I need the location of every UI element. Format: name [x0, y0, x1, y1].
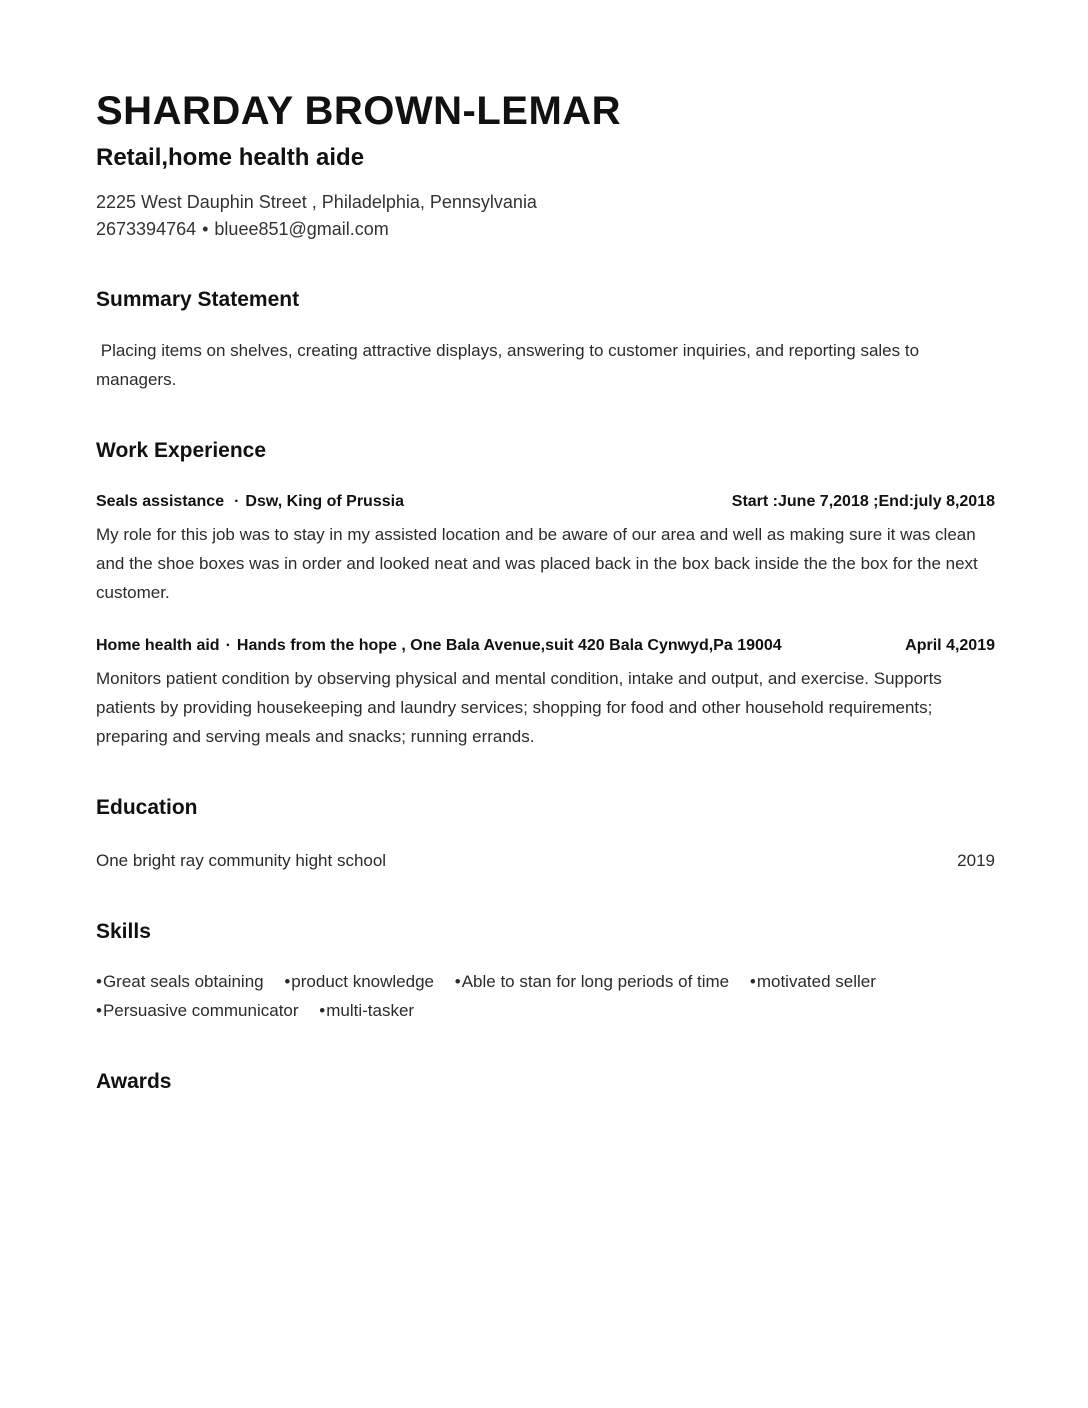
skill-label: product knowledge	[291, 971, 435, 991]
resume-header	[96, 88, 995, 243]
skill-item	[96, 996, 299, 1025]
skill-item	[750, 967, 876, 996]
skill-item	[319, 996, 414, 1025]
bullet-icon: •	[454, 971, 461, 991]
candidate-name: SHARDAY BROWN-LEMAR	[96, 89, 622, 133]
awards-section	[96, 1069, 995, 1094]
job-entry	[96, 491, 995, 607]
work-experience-section	[96, 438, 995, 751]
summary-heading: Summary Statement	[96, 287, 300, 311]
bullet-separator-icon: •	[202, 218, 209, 239]
job-role: Home health aid	[96, 637, 220, 655]
phone-number: 2673394764	[96, 218, 197, 239]
skills-heading: Skills	[96, 920, 151, 944]
candidate-job-title: Retail,home health aide	[96, 144, 365, 171]
skill-label: motivated seller	[756, 971, 876, 991]
education-heading: Education	[96, 796, 198, 820]
skills-line	[96, 996, 995, 1025]
summary-text: Placing items on shelves, creating attractive displays, answering to customer inquiries, and reporting sales to managers.	[96, 340, 924, 389]
bullet-icon: •	[749, 971, 756, 991]
contact-block	[96, 189, 995, 243]
education-section	[96, 795, 995, 875]
graduation-year: 2019	[957, 851, 995, 871]
job-entry	[96, 635, 995, 751]
skills-list	[96, 967, 995, 1025]
middot-separator-icon: ·	[225, 637, 231, 655]
skills-line	[96, 967, 995, 996]
work-experience-heading: Work Experience	[96, 438, 267, 462]
skill-label: Great seals obtaining	[102, 971, 264, 991]
job-dates: Start :June 7,2018 ;End:july 8,2018	[731, 493, 995, 511]
job-company: Dsw, King of Prussia	[245, 493, 404, 511]
phone-email-line	[96, 216, 995, 243]
address-line: 2225 West Dauphin Street , Philadelphia, Pennsylvania	[96, 191, 537, 212]
bullet-icon: •	[96, 1000, 102, 1020]
skill-label: multi-tasker	[326, 1000, 415, 1020]
job-role: Seals assistance	[96, 493, 225, 511]
skill-item	[96, 967, 264, 996]
awards-heading: Awards	[96, 1069, 172, 1093]
skills-section	[96, 919, 995, 1024]
job-dates: April 4,2019	[905, 637, 995, 655]
job-description: My role for this job was to stay in my assisted location and be aware of our area and well as making sure it was clean and the shoe boxes was in order and looked neat and was placed back in the box back inside the the box for the next customer.	[96, 525, 978, 603]
job-title	[96, 491, 404, 513]
job-title	[96, 635, 782, 657]
bullet-icon: •	[284, 971, 291, 991]
bullet-icon: •	[96, 971, 102, 991]
skill-item	[284, 967, 434, 996]
education-row	[96, 846, 995, 875]
job-description: Monitors patient condition by observing physical and mental condition, intake and output, and exercise. Supports patients by providing housekeeping and laundry services; shopping for food and other household requirements; preparing and serving meals and snacks; running errands.	[96, 669, 942, 747]
job-title-row	[96, 635, 995, 657]
skill-item	[455, 967, 729, 996]
summary-section	[96, 287, 995, 394]
job-company: Hands from the hope , One Bala Avenue,suit 420 Bala Cynwyd,Pa 19004	[236, 637, 782, 655]
email-address: bluee851@gmail.com	[214, 218, 389, 239]
skill-label: Able to stan for long periods of time	[461, 971, 730, 991]
middot-separator-icon: ·	[234, 493, 240, 511]
skill-label: Persuasive communicator	[102, 1000, 299, 1020]
job-title-row	[96, 491, 995, 513]
school-name: One bright ray community hight school	[96, 851, 387, 871]
bullet-icon: •	[319, 1000, 326, 1020]
